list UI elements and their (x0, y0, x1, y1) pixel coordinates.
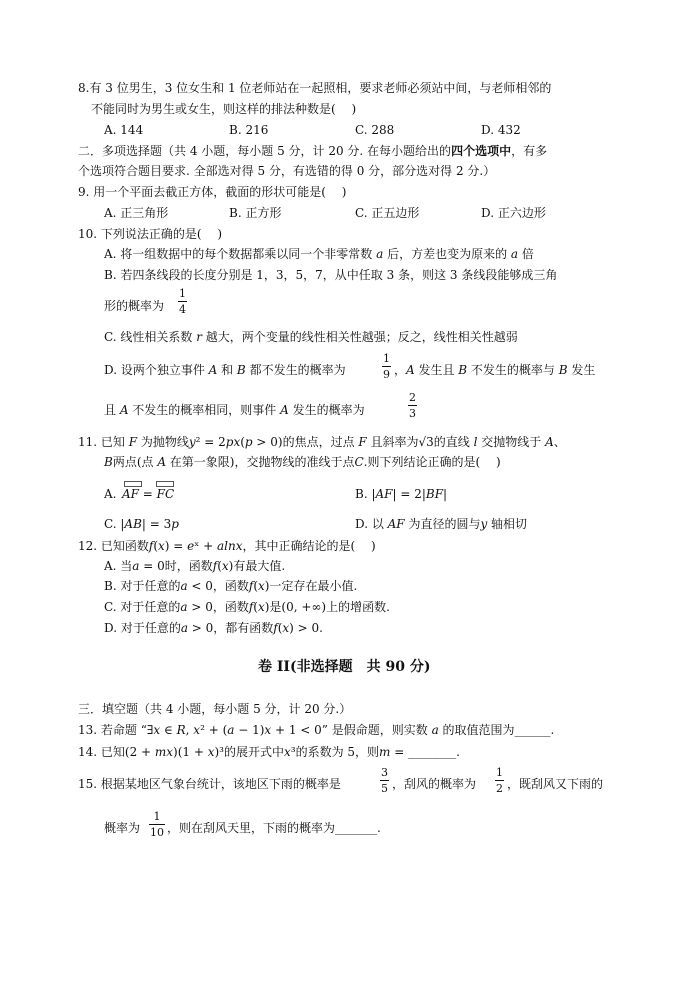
q11-option-b: B. |𝐴𝐹| = 2|𝐵𝐹| (355, 487, 448, 501)
q8-stem-line2: 不能同时为男生或女生，则这样的排法种数是( ) (91, 102, 357, 116)
q10-option-d-fraction2 (408, 391, 417, 420)
q10-option-d-line2: 且 𝐴 不发生的概率相同，则事件 𝐴 发生的概率为 (104, 403, 365, 417)
q15-line1a: 15. 根据某地区气象台统计，该地区下雨的概率是 (78, 777, 341, 791)
q8-option-b: B. 216 (229, 123, 269, 137)
q9-option-a: A. 正三角形 (104, 206, 169, 220)
fraction-numerator: 2 (409, 391, 416, 404)
q15-line2a: 概率为 (104, 821, 141, 835)
volume-2-title: 卷 II(非选择题 共 90 分) (258, 659, 431, 675)
fraction-numerator: 3 (381, 766, 388, 779)
q15-fraction3 (149, 810, 165, 839)
fraction-bar (149, 824, 165, 825)
q8-option-a: A. 144 (104, 123, 144, 137)
q11-option-c: C. |𝐴𝐵| = 3𝑝 (104, 517, 179, 531)
fraction-bar (495, 780, 504, 781)
q10-option-b-line2: 形的概率为 (104, 299, 165, 313)
q10-option-b-line1: B. 若四条线段的长度分别是 1，3，5，7，从中任取 3 条，则这 3 条线段能够成三角 (104, 268, 558, 282)
q15-fraction2 (495, 766, 504, 795)
fraction-bar (380, 780, 389, 781)
q15-line1c: ，既刮风又下雨的 (507, 777, 604, 791)
q15-line1b: ，刮风的概率为 (392, 777, 477, 791)
fraction-numerator: 1 (153, 810, 161, 823)
q12-option-a: A. 当𝑎 = 0时，函数𝑓(𝑥)有最大值. (104, 559, 286, 573)
q15-fraction1 (380, 766, 389, 795)
fraction-numerator: 1 (496, 766, 503, 779)
fraction-bar (382, 366, 391, 367)
section3-header: 三．填空题（共 4 小题，每小题 5 分，计 20 分.） (78, 702, 352, 716)
fraction-denominator: 4 (179, 303, 186, 316)
q10-option-d-fraction1 (382, 352, 391, 381)
fraction-bar (178, 301, 187, 302)
section2-header-line2: 个选项符合题目要求. 全部选对得 5 分，有选错的得 0 分，部分选对得 2 分.） (78, 164, 496, 178)
q10-stem: 10. 下列说法正确的是( ) (78, 227, 223, 241)
q9-stem: 9. 用一个平面去截正方体，截面的形状可能是( ) (78, 185, 347, 199)
q10-option-c: C. 线性相关系数 𝑟 越大，两个变量的线性相关性越强；反之，线性相关性越弱 (104, 330, 518, 344)
section2-header-part3: ，有多 (511, 144, 548, 158)
q11-stem-line2: 𝐵两点(点 𝐴 在第一象限)，交抛物线的准线于点𝐶.则下列结论正确的是( ) (104, 455, 501, 469)
section2-header-line1 (78, 143, 547, 159)
q10-option-d-line1a: D. 设两个独立事件 𝐴 和 𝐵 都不发生的概率为 (104, 363, 346, 377)
q15-line2b: ，则在刮风天里，下雨的概率为_______. (167, 821, 381, 835)
fraction-denominator: 9 (383, 368, 390, 381)
q12-option-c: C. 对于任意的𝑎 > 0，函数𝑓(𝑥)是(0, +∞)上的增函数. (104, 600, 390, 614)
section2-header-part1: 二．多项选择题（共 4 小题，每小题 5 分，计 20 分. 在每小题给出的 (78, 144, 452, 158)
q11-option-d: D. 以 𝐴𝐹 为直径的圆与𝑦 轴相切 (355, 517, 528, 531)
fraction-bar (408, 405, 417, 406)
fraction-denominator: 3 (409, 407, 416, 420)
q8-option-d: D. 432 (481, 123, 521, 137)
q12-option-b: B. 对于任意的𝑎 < 0，函数𝑓(𝑥)一定存在最小值. (104, 579, 358, 593)
fraction-numerator: 1 (383, 352, 390, 365)
q12-option-d: D. 对于任意的𝑎 > 0，都有函数𝑓(𝑥) > 0. (104, 621, 324, 635)
q11-option-a-math: 𝐴𝐹 = 𝐹𝐶 (122, 487, 175, 501)
q13-text: 13. 若命题 “∃𝑥 ∈ 𝑅, 𝑥² + (𝑎 − 1)𝑥 + 1 < 0” 是假命题，则实数 𝑎 的取值范围为______. (78, 723, 555, 737)
q10-option-a: A. 将一组数据中的每个数据都乘以同一个非零常数 𝑎 后，方差也变为原来的 𝑎 倍 (104, 247, 534, 261)
fraction-denominator: 5 (381, 782, 388, 795)
q11-stem-line1: 11. 已知 𝐹 为抛物线𝑦² = 2𝑝𝑥(𝑝 > 0)的焦点，过点 𝐹 且斜率为√3的直线 𝑙 交抛物线于 𝐴、 (78, 435, 566, 449)
q8-stem-line1: 8.有 3 位男生，3 位女生和 1 位老师站在一起照相，要求老师必须站中间，与老师相邻的 (78, 81, 552, 95)
q10-option-d-line1b: ，𝐴 发生且 𝐵 不发生的概率与 𝐵 发生 (394, 363, 596, 377)
section2-header-bold: 四个选项中 (451, 144, 512, 158)
q9-option-d: D. 正六边形 (481, 206, 546, 220)
fraction-denominator: 2 (496, 782, 503, 795)
fraction-denominator: 10 (150, 826, 164, 839)
q11-option-a-label: A. (104, 487, 117, 501)
q8-option-c: C. 288 (355, 123, 395, 137)
q9-option-c: C. 正五边形 (355, 206, 420, 220)
q9-option-b: B. 正方形 (229, 206, 282, 220)
q12-stem: 12. 已知函数𝑓(𝑥) = 𝑒ˣ + 𝑎𝑙𝑛𝑥，其中正确结论的是( ) (78, 539, 376, 553)
q10-option-b-fraction (178, 287, 187, 316)
q14-text: 14. 已知(2 + 𝑚𝑥)(1 + 𝑥)³的展开式中𝑥³的系数为 5，则𝑚 = ________. (78, 745, 460, 759)
fraction-numerator: 1 (179, 287, 186, 300)
